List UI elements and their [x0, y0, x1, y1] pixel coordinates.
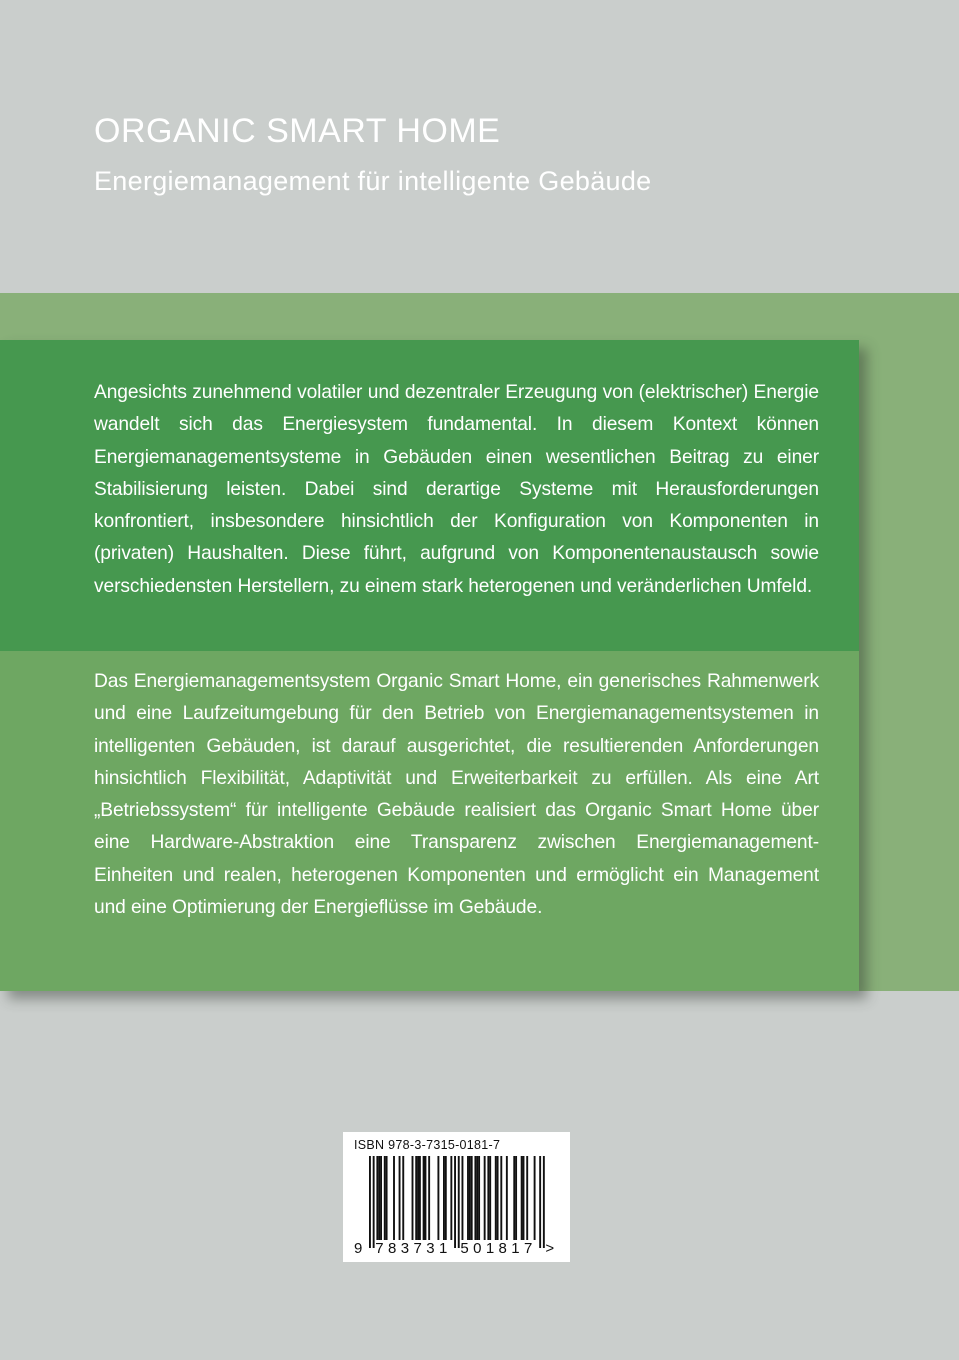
barcode-bar — [454, 1156, 456, 1248]
barcode-bar — [471, 1156, 473, 1240]
barcode-bar — [495, 1156, 497, 1240]
barcode-bar — [443, 1156, 445, 1240]
barcode-bar — [497, 1156, 499, 1240]
barcode-bar — [462, 1156, 464, 1240]
barcode-bar — [458, 1156, 460, 1248]
barcode-bar — [376, 1156, 378, 1240]
barcode-bar — [526, 1156, 528, 1240]
barcode-bar — [384, 1156, 386, 1240]
barcode-bar — [489, 1156, 491, 1240]
blurb-panel — [0, 340, 859, 991]
barcode-bar — [425, 1156, 427, 1240]
barcode-bar — [369, 1156, 371, 1248]
ean-digits: 9 783731 501817 > — [354, 1240, 559, 1257]
barcode-bar — [515, 1156, 517, 1240]
barcode-bar — [484, 1156, 486, 1240]
barcode-bar — [373, 1156, 375, 1248]
barcode-bar — [417, 1156, 419, 1240]
barcode-bar — [393, 1156, 395, 1240]
barcode-bar — [469, 1156, 471, 1240]
barcode-bar — [476, 1156, 478, 1240]
barcode-bar — [412, 1156, 414, 1240]
book-title: ORGANIC SMART HOME — [94, 112, 501, 150]
barcode-bar — [487, 1156, 489, 1240]
barcode-bar — [543, 1156, 545, 1248]
barcode-bar — [415, 1156, 417, 1240]
barcode-bar — [523, 1156, 525, 1240]
isbn-barcode — [343, 1132, 570, 1262]
barcode-bar — [402, 1156, 404, 1240]
barcode-bar — [423, 1156, 425, 1240]
barcode-bar — [513, 1156, 515, 1240]
barcode-bar — [500, 1156, 502, 1240]
barcode-bar — [539, 1156, 541, 1248]
barcode-bar — [474, 1156, 476, 1240]
barcode-bar — [380, 1156, 382, 1240]
barcode-bar — [534, 1156, 536, 1240]
barcode-bar — [506, 1156, 508, 1240]
barcode-bar — [428, 1156, 430, 1240]
barcode-bar — [467, 1156, 469, 1240]
barcode-bar — [378, 1156, 380, 1240]
barcode-bar — [437, 1156, 439, 1240]
blurb-paragraph-1: Angesichts zunehmend volatiler und dezentraler Erzeugung von (elektrischer) Energie wandelt sich das Energiesystem fundamental. In diesem Kontext können Energiemanagementsysteme in Gebäuden einen wesentlichen Beitrag zu einer Stabilisierung leisten. Dabei sind derartige Systeme mit Herausforderungen konfrontiert, insbesondere hinsichtlich der Konfiguration von Komponenten in (privaten) Haushalten. Diese führt, aufgrund von Komponentenaustausch sowie verschiedensten Herstellern, zu einem stark heterogenen und veränderlichen Umfeld. — [94, 382, 819, 597]
barcode-bar — [521, 1156, 523, 1240]
barcode-bar — [419, 1156, 421, 1240]
barcode-bar — [399, 1156, 401, 1240]
book-subtitle: Energiemanagement für intelligente Gebäude — [94, 166, 652, 196]
barcode-bar — [386, 1156, 388, 1240]
barcode-bar — [478, 1156, 480, 1240]
barcode-bar — [450, 1156, 452, 1240]
barcode-bar — [445, 1156, 447, 1240]
blurb-paragraph-2: Das Energiemanagementsystem Organic Smart Home, ein generisches Rahmenwerk und eine Laufzeitumgebung für den Betrieb von Energiemanagementsystemen in intelligenten Gebäuden, ist darauf ausgerichtet, die resultierenden Anforderungen hinsichtlich Flexibilität, Adaptivität und Erweiterbarkeit zu erfüllen. Als eine Art „Betriebssystem“ für intelligente Gebäude realisiert das Organic Smart Home über eine Hardware-Abstraktion eine Transparenz zwischen Energiemanagement-Einheiten und realen, heterogenen Komponenten und ermöglicht ein Management und eine Optimierung der Energieflüsse im Gebäude. — [94, 671, 819, 919]
isbn-label: ISBN 978-3-7315-0181-7 — [354, 1138, 501, 1152]
